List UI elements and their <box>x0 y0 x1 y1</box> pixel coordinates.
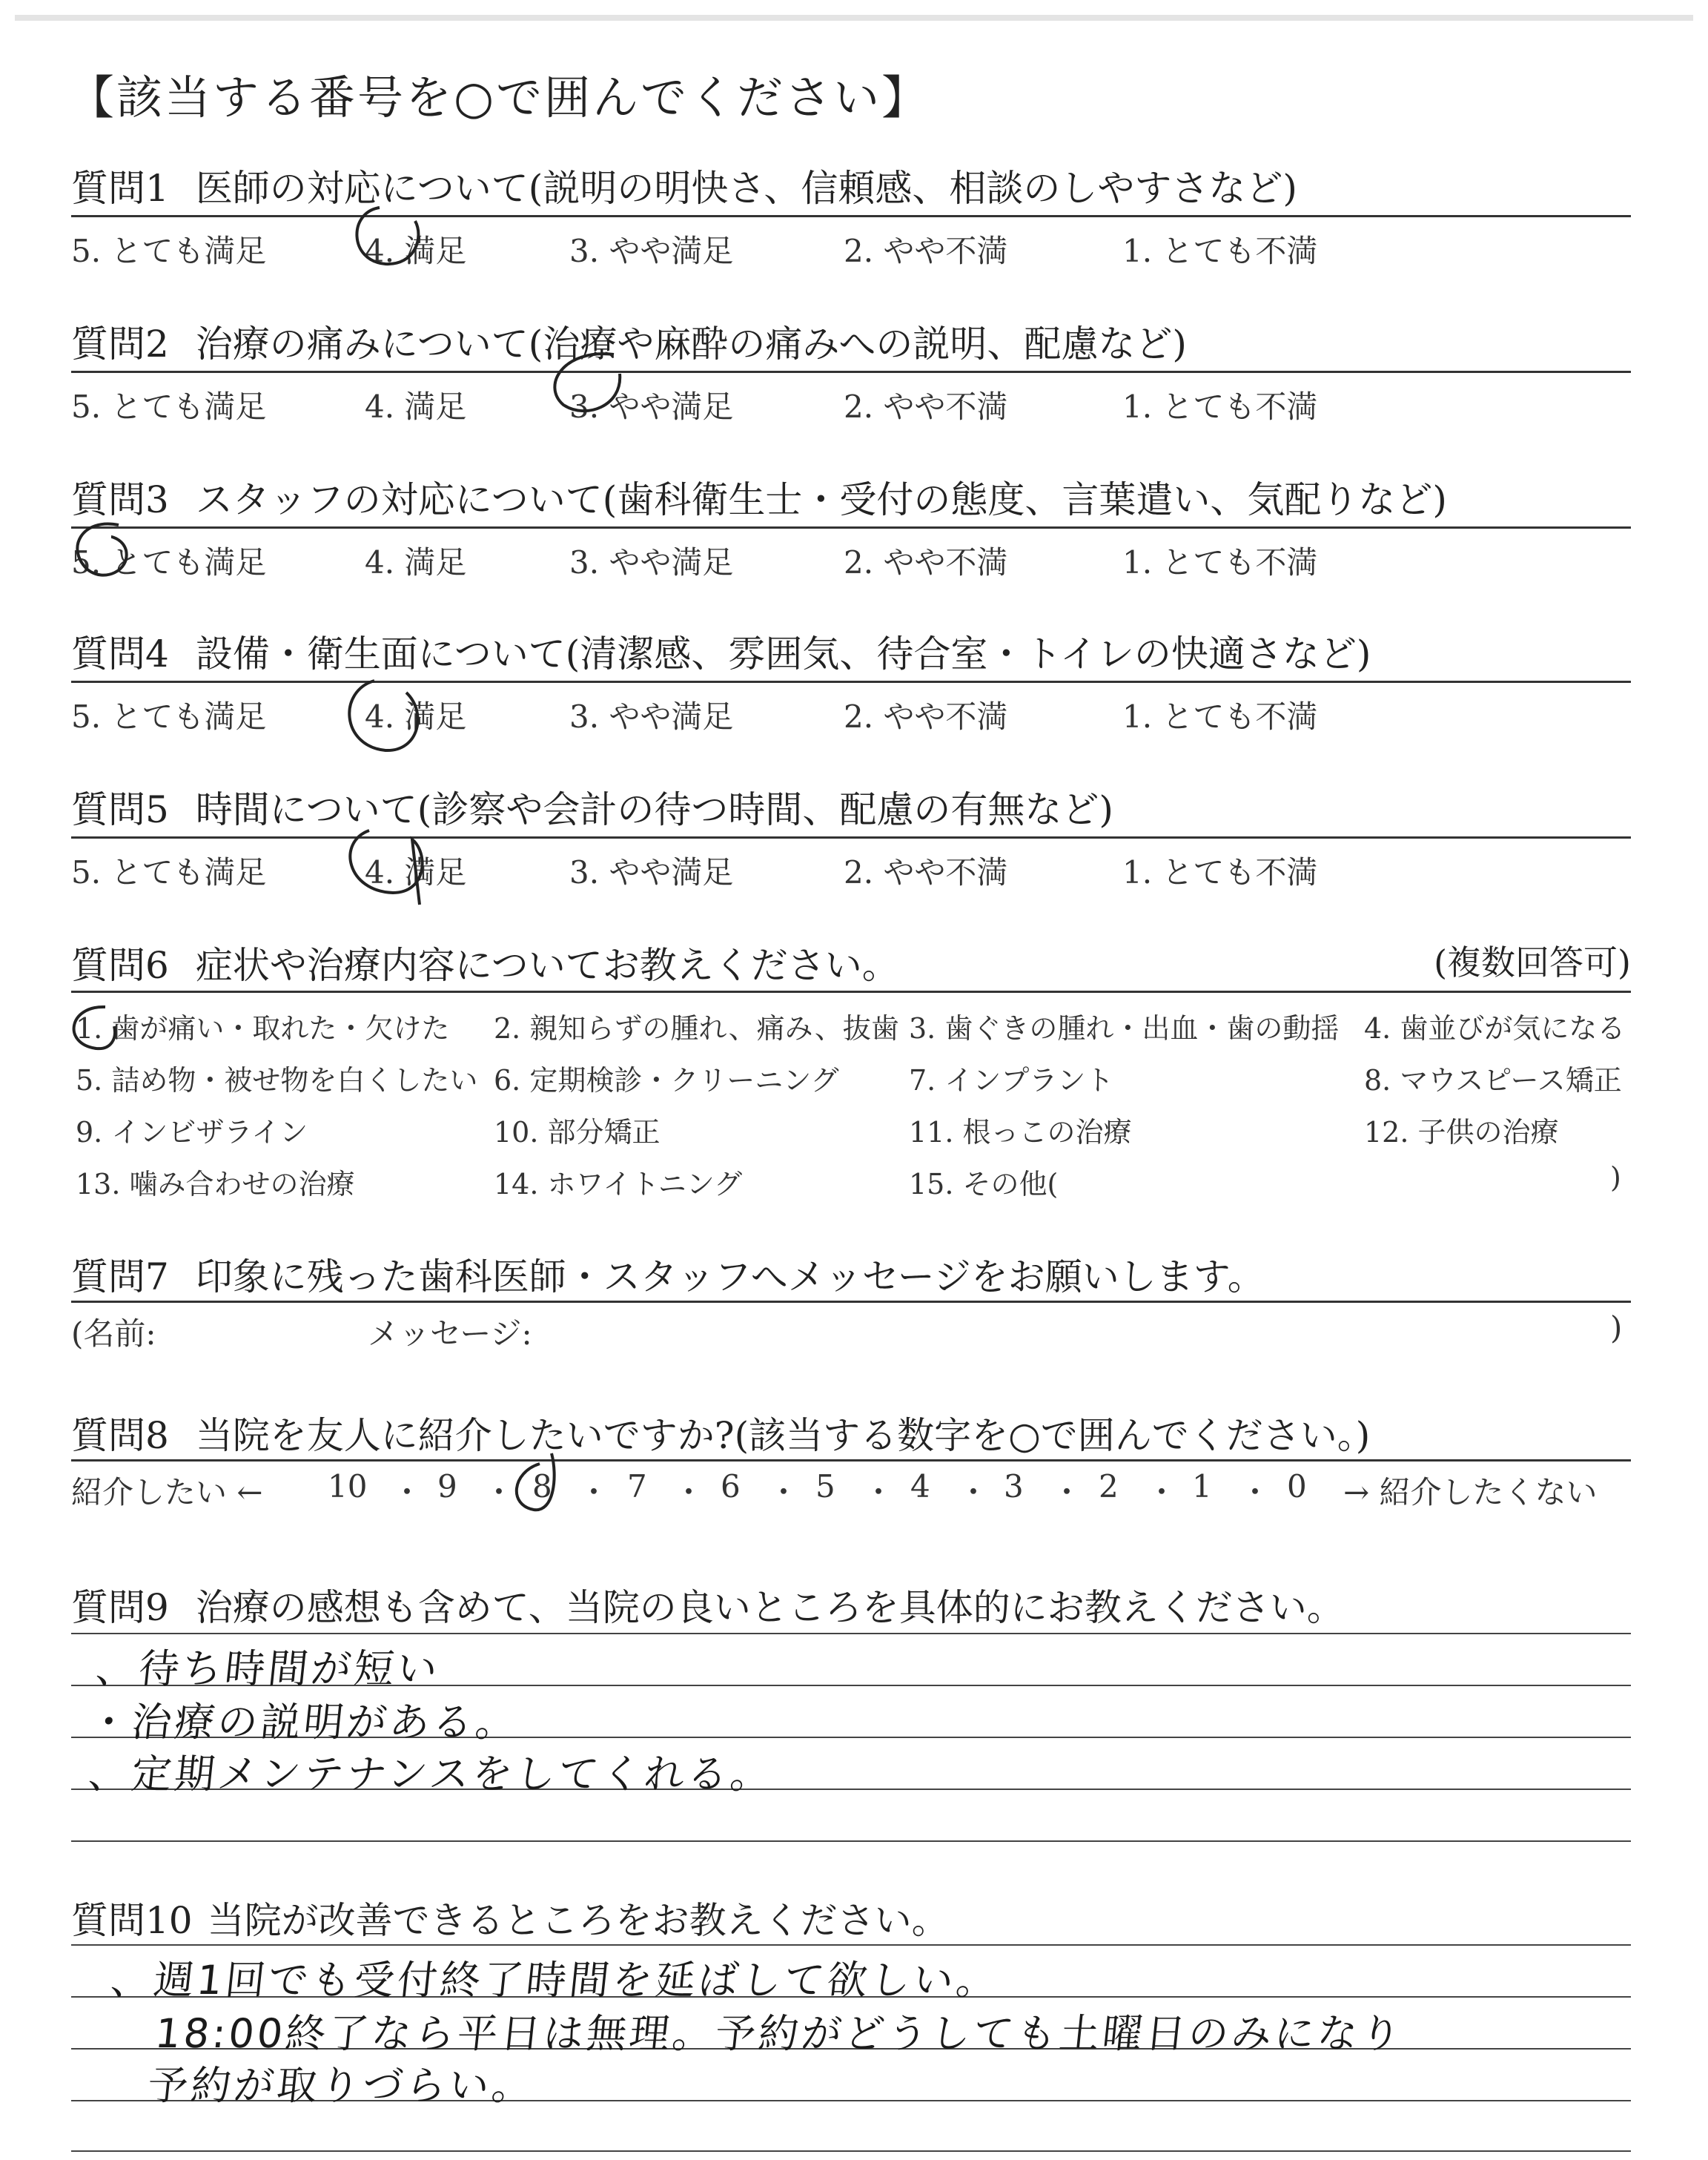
q3-option-1[interactable]: 1. とても不満 <box>1122 544 1318 581</box>
question-7 <box>71 1247 1265 1301</box>
q9-line-1 <box>71 1633 1631 1634</box>
q6-item-12[interactable]: 12. 子供の治療 <box>1364 1116 1559 1149</box>
scale-dot: ・ <box>483 1474 515 1510</box>
q4-option-2[interactable]: 2. やや不満 <box>844 698 1008 735</box>
q5-option-5[interactable]: 5. とても満足 <box>71 854 267 891</box>
scale-4[interactable]: 4 <box>910 1468 930 1505</box>
scale-dot: ・ <box>391 1474 423 1510</box>
q4-option-3[interactable]: 3. やや満足 <box>569 698 734 735</box>
question-7-text: 印象に残った歯科医師・スタッフへメッセージをお願いします。 <box>195 1255 1265 1298</box>
q2-option-3[interactable]: 3. やや満足 <box>569 389 734 425</box>
q3-option-4[interactable]: 4. 満足 <box>365 544 467 581</box>
question-6-rule <box>71 991 1631 993</box>
question-5-head: 質問5 <box>71 788 169 831</box>
question-9 <box>71 1578 1344 1631</box>
q10-answer-1: 、週1回でも受付終了時間を延ばして欲しい。 <box>108 1957 1002 2004</box>
question-1-head: 質問1 <box>71 167 169 210</box>
question-10-head: 質問10 <box>71 1899 193 1942</box>
q9-answer-2: ・治療の説明がある。 <box>86 1699 521 1745</box>
scale-9[interactable]: 9 <box>437 1468 457 1505</box>
q3-option-2[interactable]: 2. やや不満 <box>844 544 1008 581</box>
question-4-rule <box>71 681 1631 683</box>
question-10 <box>71 1891 949 1944</box>
q2-option-1[interactable]: 1. とても不満 <box>1122 389 1318 425</box>
q9-answer-3: 、定期メンテナンスをしてくれる。 <box>86 1751 776 1797</box>
recommend-left-label: 紹介したい ← <box>71 1474 263 1510</box>
q2-option-5[interactable]: 5. とても満足 <box>71 389 267 425</box>
q3-option-3[interactable]: 3. やや満足 <box>569 544 734 581</box>
question-3-head: 質問3 <box>71 478 169 521</box>
question-2-rule <box>71 371 1631 373</box>
scale-dot: ・ <box>578 1474 610 1510</box>
name-label: (名前: <box>71 1315 156 1352</box>
question-2-head: 質問2 <box>71 323 169 366</box>
q10-line-5 <box>71 2150 1631 2152</box>
question-6-note: (複数回答可) <box>1434 942 1631 982</box>
question-2-text: 治療の痛みについて(治療や麻酔の痛みへの説明、配慮など) <box>195 323 1187 366</box>
message-label: メッセージ: <box>368 1315 532 1352</box>
scale-7[interactable]: 7 <box>627 1468 647 1505</box>
q5-option-2[interactable]: 2. やや不満 <box>844 854 1008 891</box>
scale-8[interactable]: 8 <box>532 1468 552 1505</box>
question-3-rule <box>71 526 1631 529</box>
question-5-text: 時間について(診察や会計の待つ時間、配慮の有無など) <box>195 788 1113 831</box>
q6-item-15-close: ) <box>1610 1161 1621 1194</box>
q5-option-4[interactable]: 4. 満足 <box>365 854 467 891</box>
form-title: 【該当する番号を○で囲んでください】 <box>68 70 930 125</box>
question-3-text: スタッフの対応について(歯科衛生士・受付の態度、言葉遣い、気配りなど) <box>195 478 1447 521</box>
q6-item-8[interactable]: 8. マウスピース矯正 <box>1364 1064 1622 1097</box>
question-1 <box>71 159 1297 212</box>
q8-scale-row <box>71 1468 1631 1513</box>
scan-top-edge <box>15 15 1693 21</box>
q1-option-2[interactable]: 2. やや不満 <box>844 233 1008 269</box>
q6-item-3[interactable]: 3. 歯ぐきの腫れ・出血・歯の動揺 <box>909 1012 1340 1045</box>
recommend-right-label: → 紹介したくない <box>1343 1474 1598 1510</box>
q9-answer-1: 、待ち時間が短い <box>93 1645 443 1692</box>
question-6-text: 症状や治療内容についてお教えください。 <box>195 944 899 987</box>
q1-option-3[interactable]: 3. やや満足 <box>569 233 734 269</box>
scale-10[interactable]: 10 <box>328 1468 368 1505</box>
q6-item-1[interactable]: 1. 歯が痛い・取れた・欠けた <box>76 1012 450 1045</box>
q4-option-1[interactable]: 1. とても不満 <box>1122 698 1318 735</box>
question-10-text: 当院が改善できるところをお教えください。 <box>207 1899 949 1942</box>
q5-option-1[interactable]: 1. とても不満 <box>1122 854 1318 891</box>
question-4-text: 設備・衛生面について(清潔感、雰囲気、待合室・トイレの快適さなど) <box>195 633 1371 676</box>
q9-line-5 <box>71 1840 1631 1842</box>
q6-item-15[interactable]: 15. その他( <box>909 1168 1059 1200</box>
q1-option-4[interactable]: 4. 満足 <box>365 233 467 269</box>
scale-6[interactable]: 6 <box>721 1468 741 1505</box>
scale-dot: ・ <box>958 1474 990 1510</box>
question-8 <box>71 1406 1370 1459</box>
question-9-text: 治療の感想も含めて、当院の良いところを具体的にお教えください。 <box>195 1586 1344 1629</box>
question-8-rule <box>71 1459 1631 1462</box>
question-1-rule <box>71 215 1631 217</box>
q2-option-2[interactable]: 2. やや不満 <box>844 389 1008 425</box>
q6-item-5[interactable]: 5. 詰め物・被せ物を白くしたい <box>76 1064 478 1097</box>
q4-option-4[interactable]: 4. 満足 <box>365 698 467 735</box>
scale-3[interactable]: 3 <box>1004 1468 1024 1505</box>
question-5-rule <box>71 836 1631 839</box>
scale-2[interactable]: 2 <box>1099 1468 1119 1505</box>
question-4-head: 質問4 <box>71 633 169 676</box>
scale-1[interactable]: 1 <box>1192 1468 1212 1505</box>
q5-option-3[interactable]: 3. やや満足 <box>569 854 734 891</box>
scale-dot: ・ <box>1051 1474 1083 1510</box>
question-6 <box>71 936 899 989</box>
message-close: ) <box>1610 1309 1623 1346</box>
q6-item-10[interactable]: 10. 部分矯正 <box>494 1116 661 1149</box>
q10-answer-3: 予約が取りづらい。 <box>145 2062 537 2109</box>
question-9-head: 質問9 <box>71 1586 169 1629</box>
question-7-rule <box>71 1301 1631 1303</box>
q10-answer-2: 18:00終了なら平日は無理。予約がどうしても土曜日のみになり <box>153 2010 1406 2057</box>
q6-item-14[interactable]: 14. ホワイトニング <box>494 1168 743 1200</box>
q1-option-5[interactable]: 5. とても満足 <box>71 233 267 269</box>
q6-item-2[interactable]: 2. 親知らずの腫れ、痛み、抜歯 <box>494 1012 899 1045</box>
q6-item-13[interactable]: 13. 噛み合わせの治療 <box>76 1168 355 1200</box>
q2-option-4[interactable]: 4. 満足 <box>365 389 467 425</box>
question-5 <box>71 780 1113 833</box>
scale-dot: ・ <box>768 1474 800 1510</box>
question-8-head: 質問8 <box>71 1414 169 1457</box>
q6-item-7[interactable]: 7. インプラント <box>909 1064 1114 1097</box>
q3-option-5[interactable]: 5. とても満足 <box>71 544 267 581</box>
q6-item-4[interactable]: 4. 歯並びが気になる <box>1364 1012 1626 1045</box>
question-7-head: 質問7 <box>71 1255 169 1298</box>
scale-5[interactable]: 5 <box>815 1468 835 1505</box>
scale-0[interactable]: 0 <box>1287 1468 1307 1505</box>
scale-dot: ・ <box>1239 1474 1271 1510</box>
q6-item-9[interactable]: 9. インビザライン <box>76 1116 308 1149</box>
question-6-head: 質問6 <box>71 944 169 987</box>
question-4 <box>71 624 1371 678</box>
q6-item-6[interactable]: 6. 定期検診・クリーニング <box>494 1064 839 1097</box>
scale-dot: ・ <box>673 1474 705 1510</box>
question-8-text: 当院を友人に紹介したいですか?(該当する数字を○で囲んでください。) <box>195 1414 1371 1457</box>
question-1-text: 医師の対応について(説明の明快さ、信頼感、相談のしやすさなど) <box>195 167 1297 210</box>
question-3 <box>71 470 1447 524</box>
q4-option-5[interactable]: 5. とても満足 <box>71 698 267 735</box>
scale-dot: ・ <box>863 1474 895 1510</box>
question-2 <box>71 314 1187 368</box>
scale-dot: ・ <box>1146 1474 1178 1510</box>
q10-line-1 <box>71 1944 1631 1946</box>
q6-item-11[interactable]: 11. 根っこの治療 <box>909 1116 1132 1149</box>
q1-option-1[interactable]: 1. とても不満 <box>1122 233 1318 269</box>
